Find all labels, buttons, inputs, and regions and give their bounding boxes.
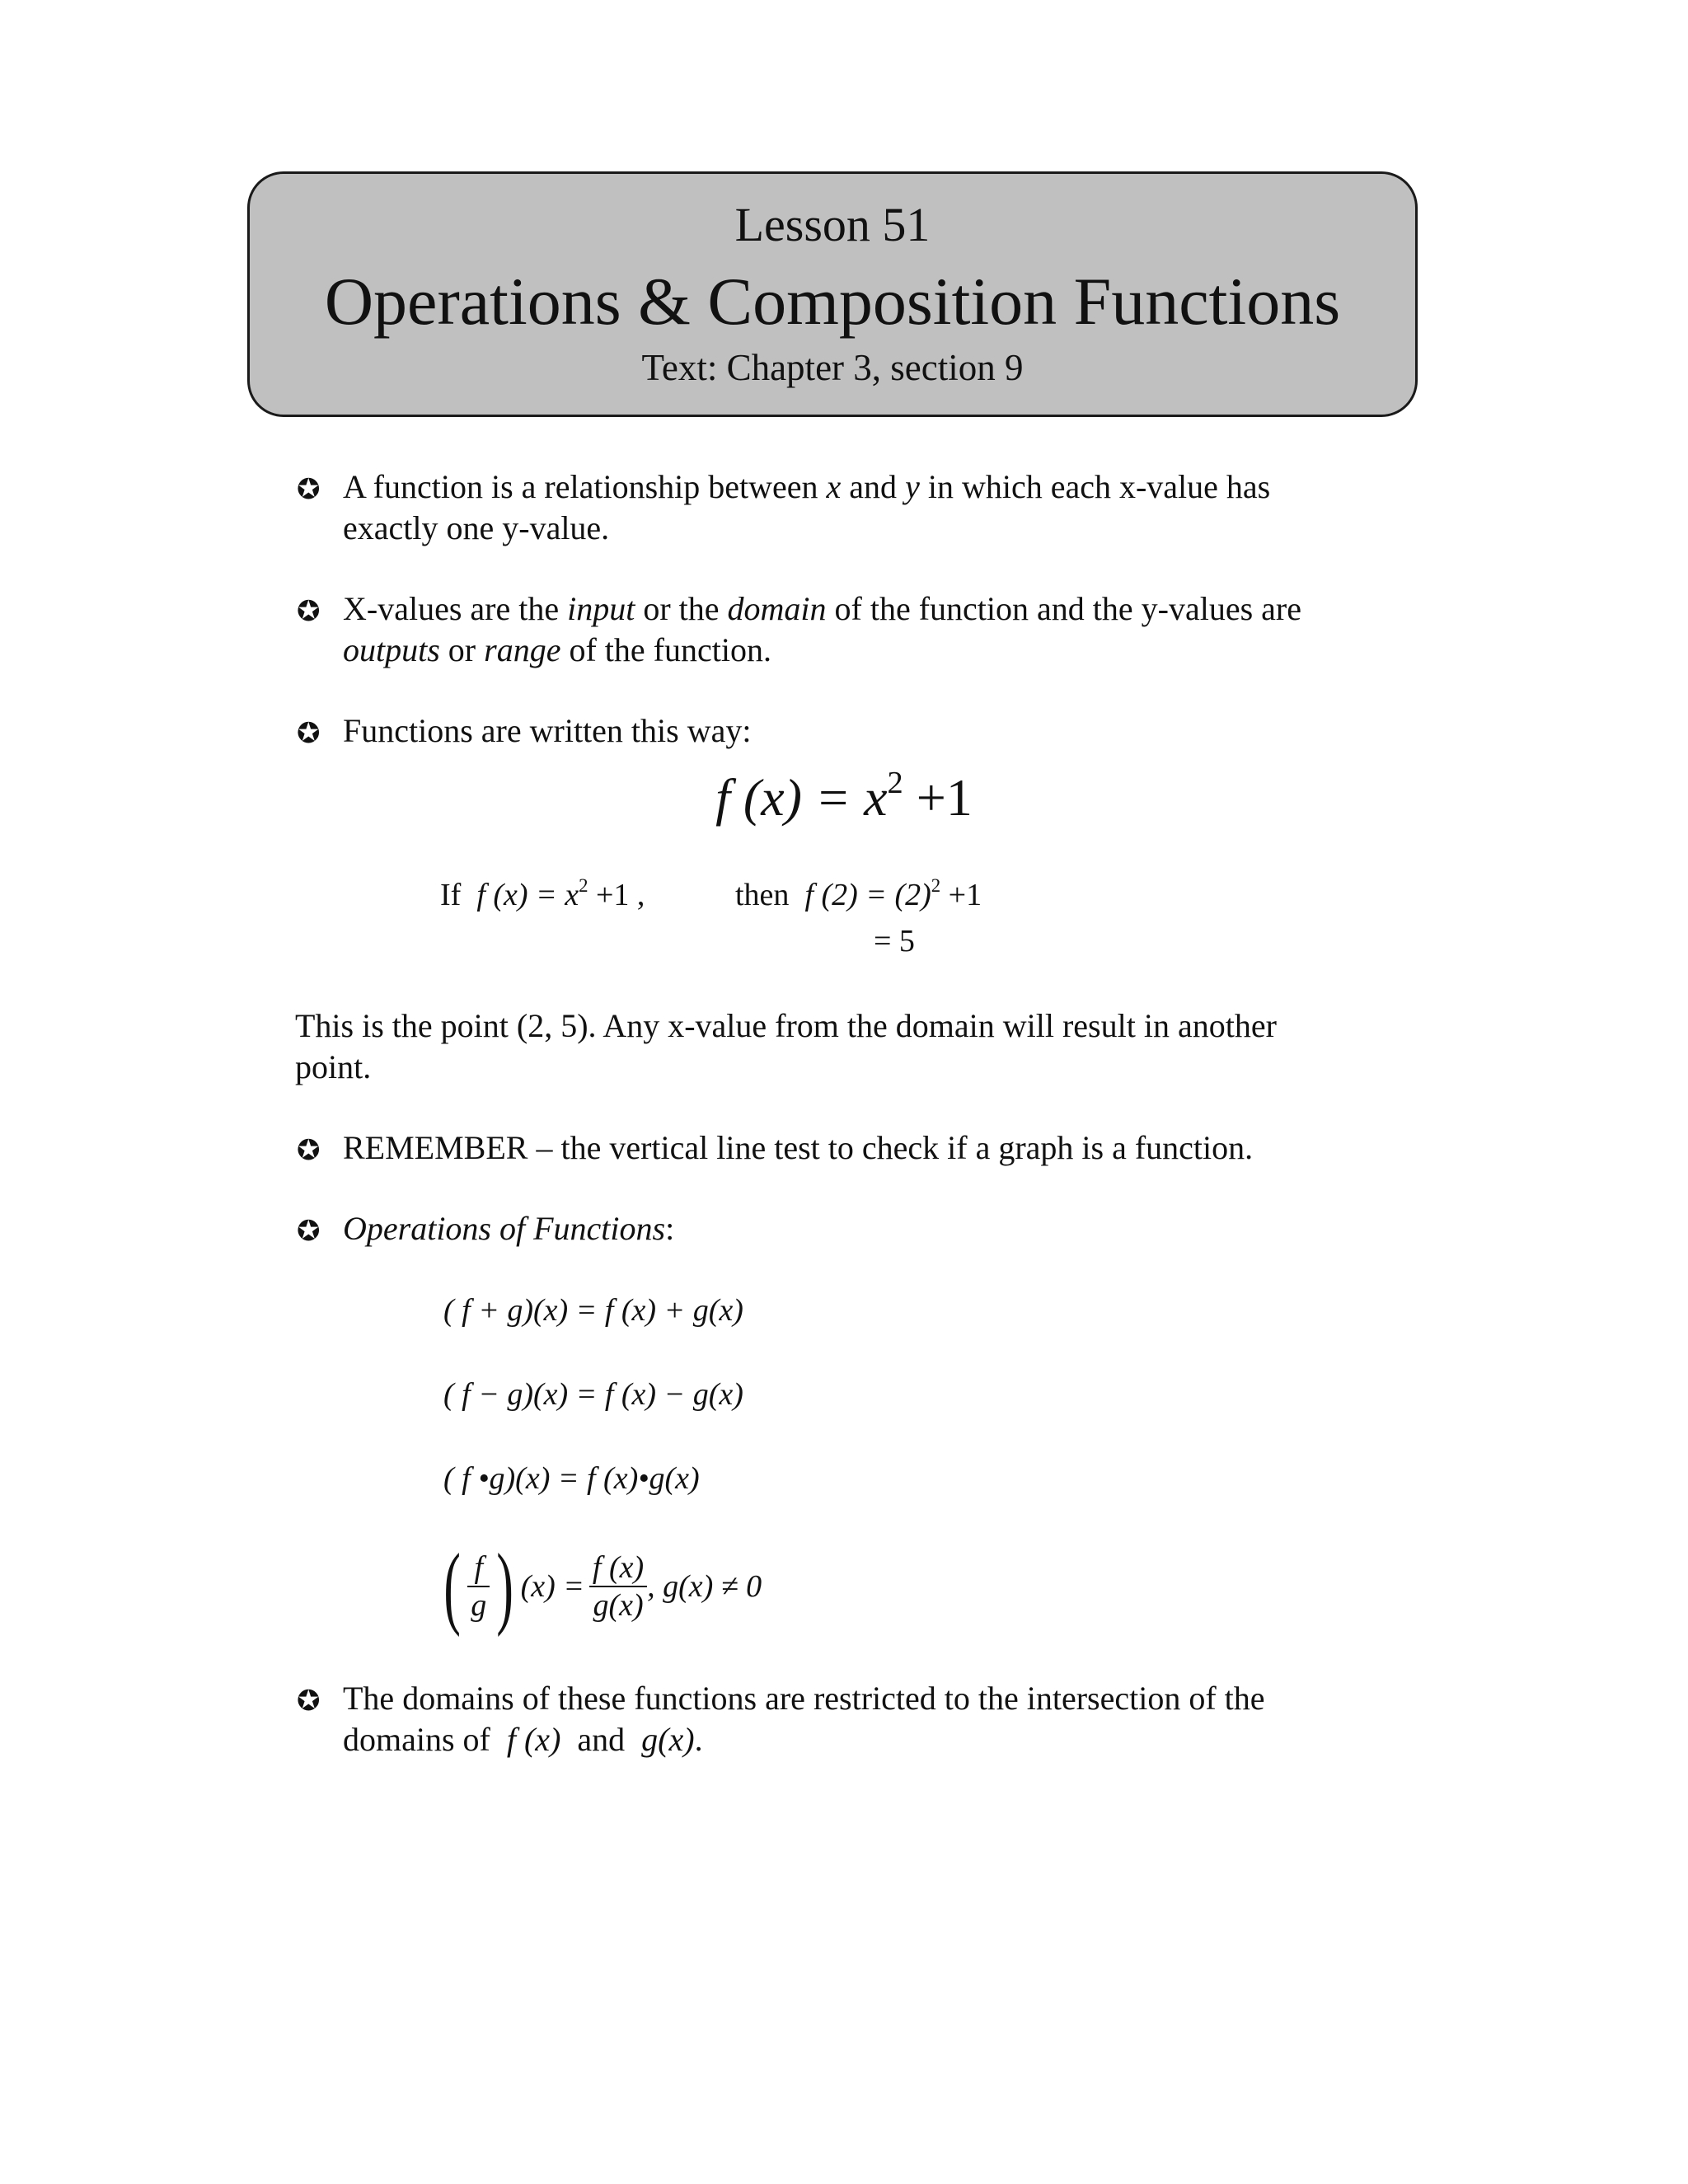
operation-quotient: ( $\frac{f}{g}$ ) (x) = $\frac{f (x)}{g(x)}$ , g(x) ≠ 0 — [443, 1535, 762, 1638]
bullet-domain-range: X-values are the input or the domain of the function and the y-values are outputs or range of the function. — [343, 590, 1301, 668]
star-bullet-icon: ✪ — [297, 717, 321, 750]
star-bullet-icon: ✪ — [297, 1215, 321, 1248]
operation-difference: ( f − g)(x) = f (x) − g(x) — [443, 1377, 743, 1412]
star-bullet-icon: ✪ — [297, 1685, 321, 1718]
main-equation: f $(x) = x^2 +1$ — [715, 766, 973, 827]
quotient-fraction: $\frac{f (x)}{g(x)}$ — [589, 1549, 647, 1624]
right-paren: ) — [496, 1535, 514, 1638]
if-equation: If f $(x) = x^2 +1$ , — [440, 875, 645, 912]
operation-product: ( f •g)(x) = f (x)•g(x) — [443, 1461, 700, 1496]
quotient-f-over-g: $\frac{f}{g}$ — [467, 1549, 490, 1624]
operation-sum: ( f + g)(x) = f (x) + g(x) — [443, 1293, 743, 1328]
bullet-operations-of-functions: Operations of Functions: — [343, 1210, 675, 1247]
then-equation: then f $(2) = (2)^2 +1$ — [735, 875, 982, 912]
star-bullet-icon: ✪ — [297, 595, 321, 628]
left-paren: ( — [443, 1535, 461, 1638]
text-reference: Text: Chapter 3, section 9 — [641, 347, 1024, 388]
bullet-function-definition: A function is a relationship between x and y in which each x-value has exactly one y-value. — [343, 468, 1271, 546]
point-explanation: This is the point (2, 5). Any x-value from the domain will result in another point. — [295, 1007, 1277, 1085]
bullet-vertical-line-test: REMEMBER – the vertical line test to check if a graph is a function. — [343, 1129, 1254, 1166]
result-equals-5: = 5 — [874, 924, 915, 958]
lesson-number: Lesson 51 — [734, 198, 931, 251]
bullet-functions-written: Functions are written this way: — [343, 712, 752, 749]
star-bullet-icon: ✪ — [297, 473, 321, 506]
star-bullet-icon: ✪ — [297, 1134, 321, 1167]
lesson-title: Operations & Composition Functions — [324, 264, 1341, 339]
bullet-domain-restriction: The domains of these functions are restricted to the intersection of the domains of f (x) and g(x). — [343, 1680, 1265, 1758]
